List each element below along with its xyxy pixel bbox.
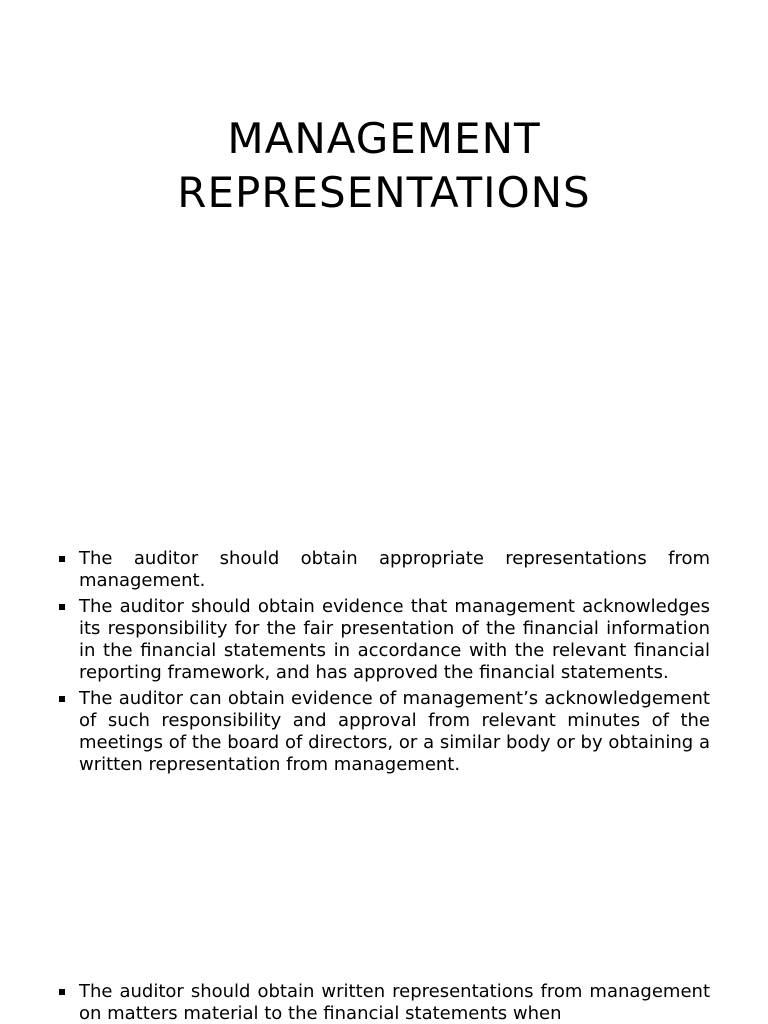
square-bullet-icon: [59, 604, 65, 610]
bullet-text: The auditor can obtain evidence of management’s acknowledgement of such responsibility and approval from relevant minutes of the meetings of the board of directors, or a similar body or by obtaining a written representation from management.: [79, 688, 710, 775]
square-bullet-icon: [59, 696, 65, 702]
title-line-2: REPRESENTATIONS: [177, 168, 591, 217]
page-title: [0, 112, 768, 220]
bullet-list-continued: [58, 981, 710, 1024]
list-item: [58, 548, 710, 592]
list-item: [58, 981, 710, 1024]
bullet-text: The auditor should obtain evidence that management acknowledges its responsibility for the fair presentation of the financial information in the financial statements in accordance with the relevant financial reporting framework, and has approved the financial statements.: [79, 596, 710, 683]
square-bullet-icon: [59, 556, 65, 562]
bullet-list-main: [58, 548, 710, 780]
bullet-text: The auditor should obtain written representations from management on matters material to the financial statements when: [79, 981, 710, 1024]
list-item: [58, 688, 710, 776]
square-bullet-icon: [59, 989, 65, 995]
bullet-text: The auditor should obtain appropriate representations from management.: [79, 548, 710, 591]
title-line-1: MANAGEMENT: [227, 114, 541, 163]
list-item: [58, 596, 710, 684]
